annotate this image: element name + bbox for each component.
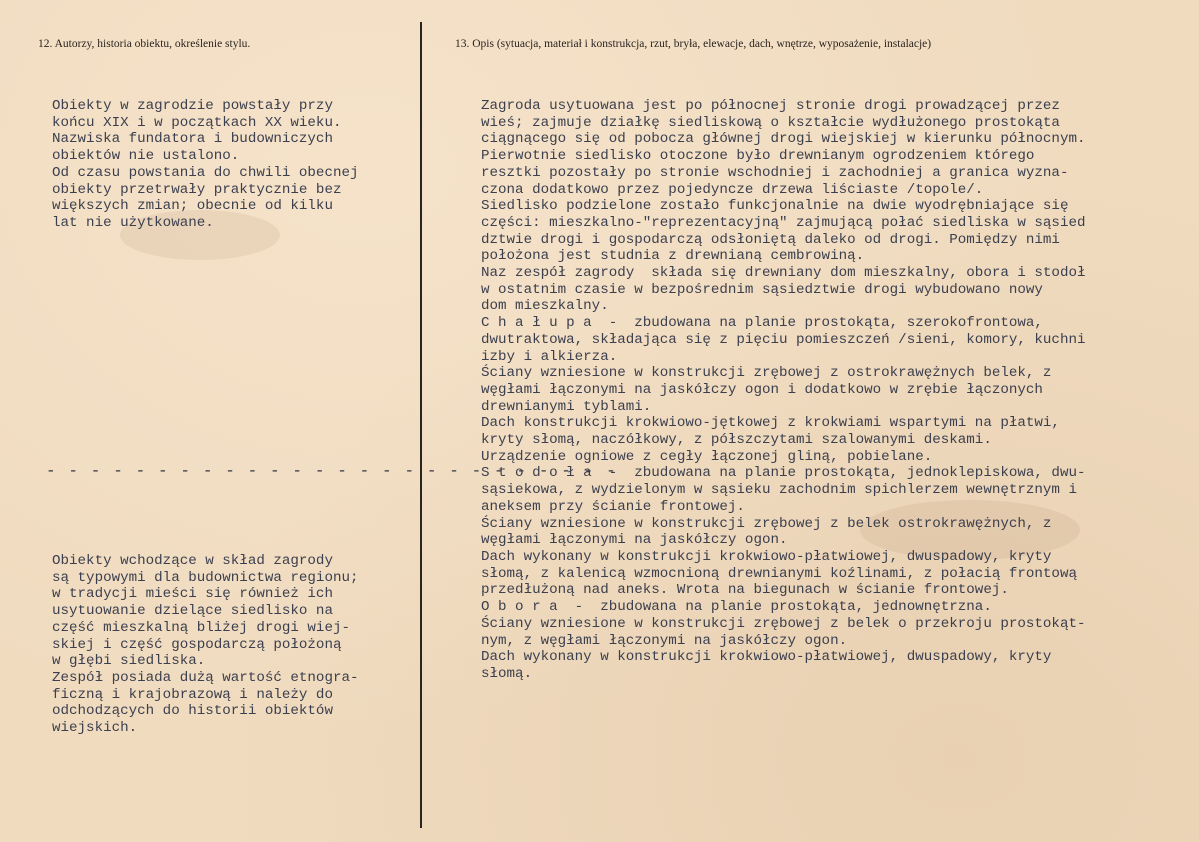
text-line: Nazwiska fundatora i budowniczych: [52, 131, 333, 148]
text-line: węgłami łączonymi na jaskółczy ogon i dodatkowo w zrębie łączonych: [481, 381, 1043, 398]
text-line: sąsiekowa, z wydzielonym w sąsieku zachodnim spichlerzem wewnętrznym i: [481, 482, 1077, 499]
text-line: usytuowanie dzielące siedlisko na: [52, 603, 333, 620]
text-line: czona dodatkowo przez pojedyncze drzewa liściaste /topole/.: [481, 181, 984, 198]
text-line: Ściany wzniesione w konstrukcji zrębowej z belek ostrokrawężnych, z: [481, 515, 1052, 532]
text-line: S t o d o ł a - zbudowana na planie prostokąta, jednoklepiskowa, dwu-: [481, 465, 1086, 482]
text-line: Dach wykonany w konstrukcji krokwiowo-płatwiowej, dwuspadowy, kryty: [481, 649, 1052, 666]
text-line: Ściany wzniesione w konstrukcji zrębowej z belek o przekroju prostokąt-: [481, 615, 1086, 632]
text-line: Siedlisko podzielone zostało funkcjonalnie na dwie wyodrębniające się: [481, 198, 1069, 215]
text-line: w głębi siedliska.: [52, 653, 206, 670]
text-line: obiekty przetrwały praktycznie bez: [52, 181, 342, 198]
text-line: lat nie użytkowane.: [52, 214, 214, 231]
text-line: Obiekty wchodzące w skład zagrody: [52, 553, 333, 569]
text-line: izby i alkierza.: [481, 348, 618, 365]
text-line: wiejskich.: [52, 720, 138, 737]
text-line: Urządzenie ogniowe z cegły łączonej gliną, pobielane.: [481, 448, 933, 465]
text-line: słomą.: [481, 665, 533, 682]
style-assessment-text: [52, 553, 359, 737]
text-line: aneksem przy ścianie frontowej.: [481, 498, 745, 515]
text-line: Obiekty w zagrodzie powstały przy: [52, 98, 333, 114]
column-divider-line: [420, 22, 422, 828]
text-line: w ostatnim czasie w bezpośrednim sąsiedztwie drogi wybudowano nowy: [481, 281, 1043, 298]
text-line: położona jest studnia z drewnianą cembrowiną.: [481, 248, 865, 265]
text-line: Od czasu powstania do chwili obecnej: [52, 164, 359, 181]
text-line: dztwie drogi i gospodarczą odsłoniętą daleko od drogi. Pomiędzy nimi: [481, 231, 1060, 248]
text-line: dom mieszkalny.: [481, 298, 609, 315]
text-line: są typowymi dla budownictwa regionu;: [52, 569, 359, 586]
text-line: O b o r a - zbudowana na planie prostokąta, jednownętrzna.: [481, 599, 992, 616]
description-text: [481, 98, 1086, 683]
text-line: Zagroda usytuowana jest po północnej stronie drogi prowadzącej przez: [481, 98, 1060, 114]
text-line: nym, z węgłami łączonymi na jaskółczy ogon.: [481, 632, 848, 649]
text-line: dwutraktowa, składająca się z pięciu pomieszczeń /sieni, komory, kuchni: [481, 331, 1086, 348]
text-line: część mieszkalną bliżej drogi wiej-: [52, 619, 350, 636]
text-line: C h a ł u p a - zbudowana na planie prostokąta, szerokofrontowa,: [481, 315, 1043, 332]
text-line: Naz zespół zagrody składa się drewniany dom mieszkalny, obora i stodoł: [481, 265, 1086, 282]
authors-history-text: [52, 98, 359, 232]
text-line: części: mieszkalno-"reprezentacyjną" zajmującą połać siedliska w sąsied: [481, 214, 1086, 231]
text-line: przedłużoną nad aneks. Wrota na biegunach w ścianie frontowej.: [481, 582, 1009, 599]
text-line: Zespół posiada dużą wartość etnogra-: [52, 669, 359, 686]
text-line: resztki pozostały po stronie wschodniej i zachodniej a granica wyzna-: [481, 164, 1069, 181]
text-line: skiej i część gospodarczą położoną: [52, 636, 342, 653]
text-line: ficzną i krajobrazową i należy do: [52, 686, 333, 703]
text-line: drewnianymi tyblami.: [481, 398, 652, 415]
text-line: większych zmian; obecnie od kilku: [52, 198, 333, 215]
section-12-heading: 12. Autorzy, historia obiektu, określenie stylu.: [38, 38, 251, 50]
text-line: kryty słomą, naczółkowy, z półszczytami szalowanymi deskami.: [481, 432, 992, 449]
text-line: węgłami łączonymi na jaskółczy ogon.: [481, 532, 788, 549]
text-line: obiektów nie ustalono.: [52, 148, 240, 165]
text-line: Dach wykonany w konstrukcji krokwiowo-płatwiowej, dwuspadowy, kryty: [481, 548, 1052, 565]
text-line: w tradycji mieści się również ich: [52, 586, 333, 603]
text-line: wieś; zajmuje działkę siedliskową o kształcie wydłużonego prostokąta: [481, 114, 1060, 131]
text-line: końcu XIX i w początkach XX wieku.: [52, 114, 342, 131]
text-line: Ściany wzniesione w konstrukcji zrębowej z ostrokrawężnych belek, z: [481, 365, 1052, 382]
text-line: słomą, z kalenicą wzmocnioną drewnianymi koźlinami, z połacią frontową: [481, 565, 1077, 582]
text-line: ciągnącego się od pobocza głównej drogi wiejskiej w kierunku północnym.: [481, 131, 1086, 148]
text-line: Pierwotnie siedlisko otoczone było drewnianym ogrodzeniem którego: [481, 148, 1035, 165]
text-line: odchodzących do historii obiektów: [52, 703, 333, 720]
section-13-heading: 13. Opis (sytuacja, materiał i konstrukcja, rzut, bryła, elewacje, dach, wnętrze, wyposażenie, instalacje): [455, 38, 932, 50]
dashed-separator: - - - - - - - - - - - - - - - - - - - - - - - - - -: [46, 462, 618, 480]
text-line: Dach konstrukcji krokwiowo-jętkowej z krokwiami wspartymi na płatwi,: [481, 415, 1060, 432]
